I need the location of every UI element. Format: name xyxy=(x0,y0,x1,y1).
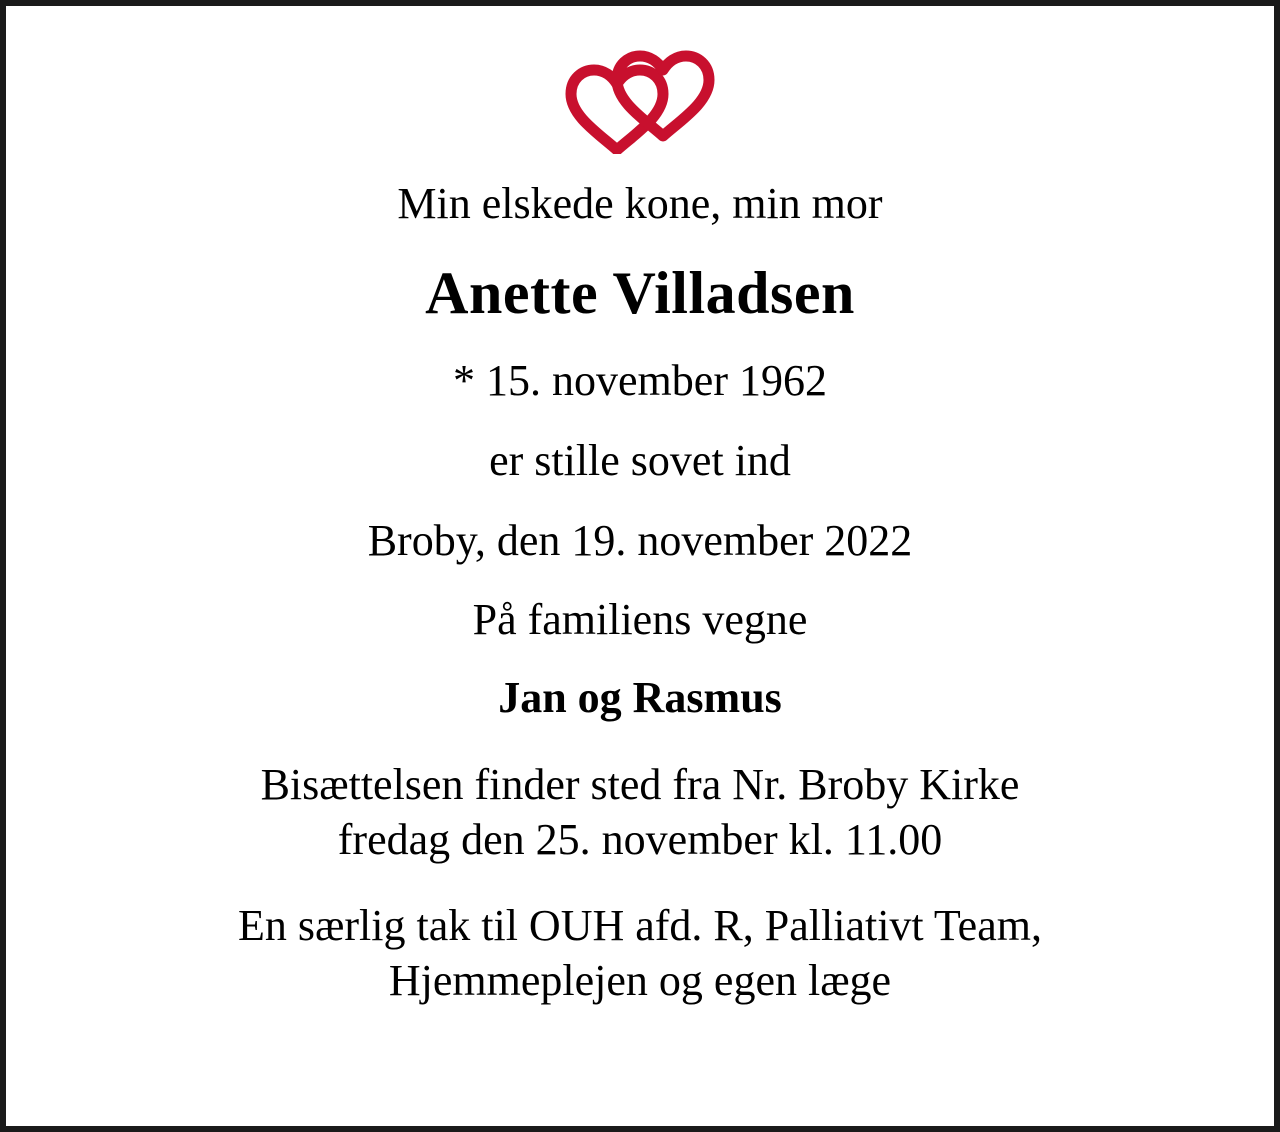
passing-text: er stille sovet ind xyxy=(489,435,791,485)
thanks-line-2: Hjemmeplejen og egen læge xyxy=(388,955,892,1005)
funeral-line-2: fredag den 25. november kl. 11.00 xyxy=(337,814,943,864)
funeral-details xyxy=(66,758,1214,867)
thanks-note xyxy=(66,899,1214,1008)
place-and-date-of-death: Broby, den 19. november 2022 xyxy=(367,515,913,565)
deceased-name: Anette Villadsen xyxy=(425,259,855,326)
thanks-line-1: En særlig tak til OUH afd. R, Palliativt Team, xyxy=(238,901,1042,951)
birth-date: * 15. november 1962 xyxy=(453,355,827,405)
signers: Jan og Rasmus xyxy=(498,673,782,723)
funeral-line-1: Bisættelsen finder sted fra Nr. Broby Kirke xyxy=(260,760,1020,810)
intro-text: Min elskede kone, min mor xyxy=(397,179,883,228)
on-behalf-text: På familiens vegne xyxy=(472,595,808,645)
double-hearts-icon xyxy=(555,50,725,154)
